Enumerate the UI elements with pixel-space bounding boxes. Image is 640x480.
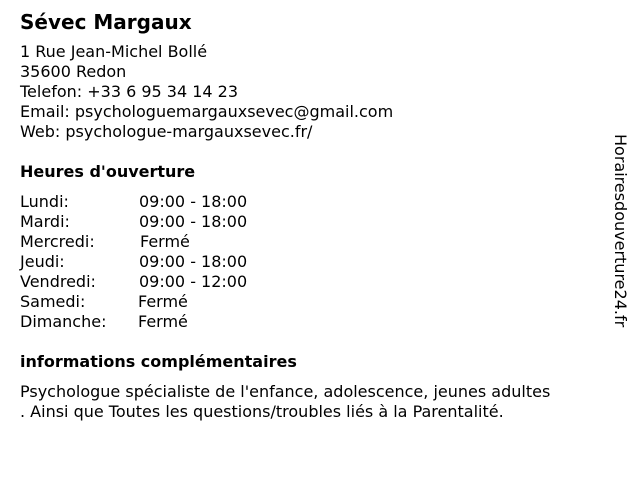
day-label: Vendredi:: [20, 272, 96, 291]
phone-line[interactable]: Telefon: +33 6 95 34 14 23: [20, 82, 239, 101]
email-line[interactable]: Email: psychologuemargauxsevec@gmail.com: [20, 102, 394, 121]
hours-row-monday: [20, 192, 600, 212]
hours-value: 09:00 - 12:00: [139, 272, 248, 291]
address-line-1: 1 Rue Jean-Michel Bollé: [20, 42, 208, 61]
web-line[interactable]: Web: psychologue-margauxsevec.fr/: [20, 122, 313, 141]
hours-row-saturday: [20, 292, 600, 312]
hours-row-sunday: [20, 312, 600, 332]
hours-value: 09:00 - 18:00: [139, 212, 248, 231]
hours-value: Fermé: [138, 292, 188, 311]
opening-hours-title: Heures d'ouverture: [20, 162, 196, 181]
day-label: Mardi:: [20, 212, 70, 231]
opening-hours-table: [20, 192, 600, 332]
hours-row-wednesday: [20, 232, 600, 252]
additional-info-title: informations complémentaires: [20, 352, 297, 371]
hours-row-tuesday: [20, 212, 600, 232]
day-label: Mercredi:: [20, 232, 95, 251]
day-label: Lundi:: [20, 192, 69, 211]
hours-value: 09:00 - 18:00: [139, 252, 248, 271]
site-watermark: Horairesdouverture24.fr: [611, 134, 630, 328]
business-card: [20, 8, 600, 422]
hours-value: Fermé: [140, 232, 190, 251]
additional-info-text: [20, 382, 600, 422]
hours-row-thursday: [20, 252, 600, 272]
hours-row-friday: [20, 272, 600, 292]
day-label: Samedi:: [20, 292, 86, 311]
additional-info-line-1: Psychologue spécialiste de l'enfance, adolescence, jeunes adultes: [20, 382, 551, 401]
business-name: Sévec Margaux: [20, 10, 192, 34]
day-label: Jeudi:: [20, 252, 65, 271]
address-line-2: 35600 Redon: [20, 62, 127, 81]
additional-info-line-2: . Ainsi que Toutes les questions/troubles liés à la Parentalité.: [20, 402, 504, 421]
day-label: Dimanche:: [20, 312, 107, 331]
hours-value: Fermé: [138, 312, 188, 331]
hours-value: 09:00 - 18:00: [139, 192, 248, 211]
